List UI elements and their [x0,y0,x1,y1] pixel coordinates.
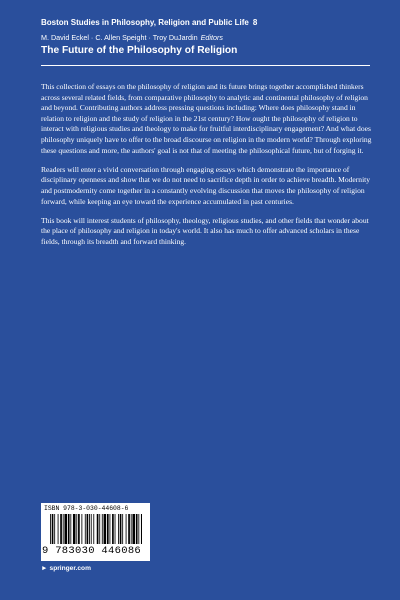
website-text: springer.com [49,565,91,572]
barcode-bar [64,514,67,544]
series-line [41,18,381,27]
barcode-bar [131,514,132,544]
barcode-bar [81,514,82,544]
blurb-paragraph: This collection of essays on the philosophy of religion and its future brings together accomplished thinkers across several related fields, from comparative philosophy to analytic and continental philosophy of religion and beyond. Contributing authors address pressing questions including: Where does philosophy stand in relation to religion and the study of religion in the 21st century? How ought the philosophy of religion to interact with religious studies and theology to make for fruitful interdisciplinary engagement? And what does philosophy uniquely have to offer to the broad discourse on religion in the modern world? Through exploring these questions and more, the authors' goal is not that of meeting the philosophical future, but of forging it. [41,82,372,155]
book-title: The Future of the Philosophy of Religion [41,45,238,56]
barcode-bars [50,514,142,544]
barcode-bar [104,514,107,544]
volume-number: 8 [252,18,258,27]
editor-names: M. David Eckel · C. Allen Speight · Troy DuJardin [41,33,198,42]
barcode-bar [70,514,71,544]
blurb [41,82,377,256]
barcode-bar [78,514,80,544]
barcode-box [41,503,150,561]
barcode-bar [87,514,89,544]
header-rule [41,65,370,66]
barcode-bar [102,514,103,544]
publisher-website[interactable] [41,565,91,572]
editors-line [41,33,381,42]
barcode-bar [54,514,55,544]
barcode-bar [138,514,139,544]
barcode-bar [97,514,99,544]
barcode-bar [60,514,62,544]
blurb-paragraph: Readers will enter a vivid conversation through engaging essays which demonstrate the importance of disciplinary openness and show that we do not need to sacrifice depth in order to achieve breadth. Modernity and postmodernity come together in a constantly evolving discussion that moves the philosophy of religion forward, while keeping an eye toward the experience accumulated in past centuries. [41,164,371,206]
editors-role: Editors [200,33,223,42]
barcode-bar [89,514,90,544]
barcode-bar [141,514,142,544]
barcode-digits: 9 783030 446086 [42,545,142,557]
arrow-icon: ► [41,565,48,572]
blurb-paragraph: This book will interest students of philosophy, theology, religious studies, and other fields that wonder about the place of philosophy and religion in today's world. It also has much to offer advanced scholars in these fields, through its breadth and forward thinking. [41,215,369,246]
barcode-bar [110,514,111,544]
barcode-bar [136,514,138,544]
barcode-bar [126,514,127,544]
barcode-bar [118,514,119,544]
cover-header [41,18,381,56]
barcode-bar [107,514,109,544]
barcode-bar [76,514,77,544]
barcode-bar [52,514,54,544]
isbn-label: ISBN 978-3-030-44608-6 [44,505,129,512]
barcode-bar [112,514,114,544]
barcode-bar [85,514,86,544]
barcode-bar [58,514,59,544]
barcode-bar [128,514,130,544]
barcode-bar [93,514,94,544]
barcode-bar [99,514,100,544]
barcode-bar [50,514,51,544]
barcode-bar [120,514,122,544]
series-name: Boston Studies in Philosophy, Religion and Public Life [41,18,249,27]
barcode-bar [91,514,92,544]
barcode-bar [68,514,70,544]
barcode-bar [115,514,116,544]
barcode-bar [132,514,135,544]
barcode-bar [63,514,64,544]
barcode-bar [73,514,76,544]
barcode-bar [122,514,123,544]
